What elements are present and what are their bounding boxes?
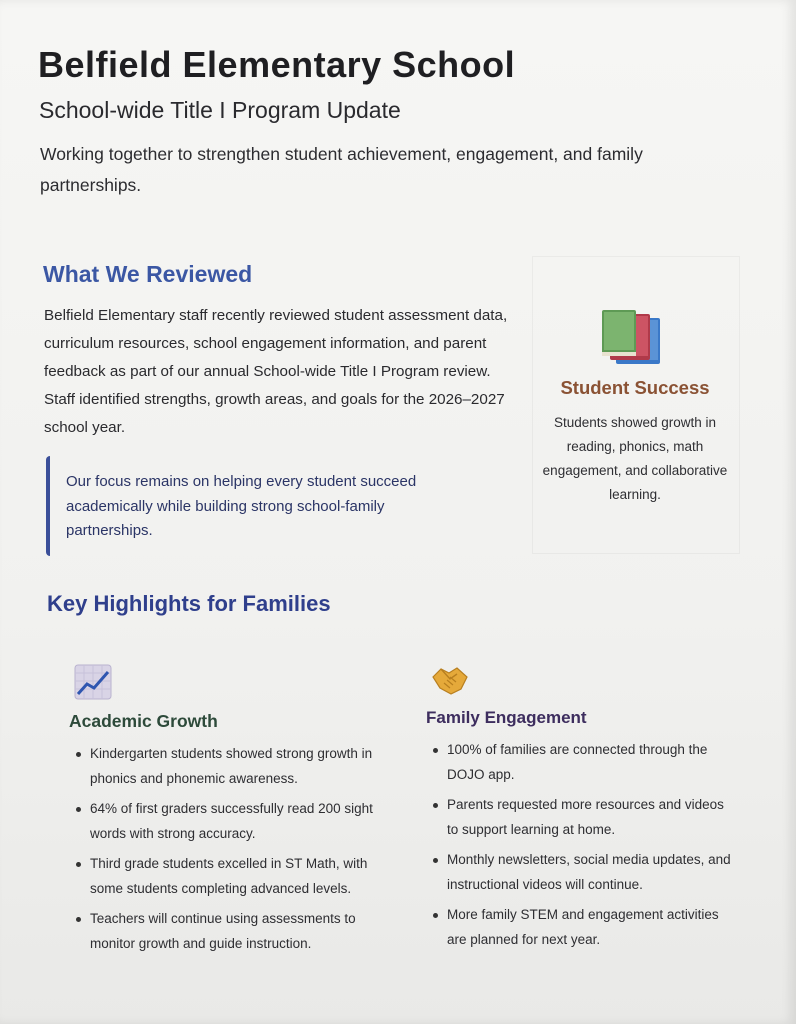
student-success-text: Students showed growth in reading, phonics, math engagement, and collaborative learning. [542,415,728,502]
student-success-title: Student Success [560,377,710,398]
academic-growth-title: Academic Growth [69,711,218,731]
handshake-icon [431,663,469,697]
review-paragraph: Belfield Elementary staff recently reviewed student assessment data, curriculum resources, school engagement information, and parent feedback as part of our annual School-wide Title I Program review. Staff identified strengths, growth areas, and goals for the 2026–2027 school year. [44,307,508,436]
list-item: Kindergarten students showed strong growth in phonics and phonemic awareness. [76,742,376,791]
focus-quote: Our focus remains on helping every student succeed academically while building strong school-family partnerships. [66,473,417,539]
books-icon [600,308,664,368]
family-engagement-list [433,738,733,958]
list-item: Monthly newsletters, social media updates, and instructional videos will continue. [433,848,733,897]
intro-text: Working together to strengthen student achievement, engagement, and family partnerships. [40,144,643,195]
school-title: Belfield Elementary School [38,44,516,85]
list-item: 64% of first graders successfully read 200 sight words with strong accuracy. [76,797,376,846]
review-heading: What We Reviewed [43,261,253,287]
highlights-heading: Key Highlights for Families [47,591,331,616]
program-subtitle: School-wide Title I Program Update [39,97,401,123]
list-item: Third grade students excelled in ST Math, with some students completing advanced levels. [76,852,376,901]
growth-chart-icon [74,664,112,700]
list-item: 100% of families are connected through the DOJO app. [433,738,733,787]
family-engagement-title: Family Engagement [426,708,587,727]
student-success-panel [532,256,740,554]
list-item: Parents requested more resources and videos to support learning at home. [433,793,733,842]
list-item: More family STEM and engagement activities are planned for next year. [433,903,733,952]
academic-growth-list [76,742,376,962]
list-item: Teachers will continue using assessments to monitor growth and guide instruction. [76,907,376,956]
